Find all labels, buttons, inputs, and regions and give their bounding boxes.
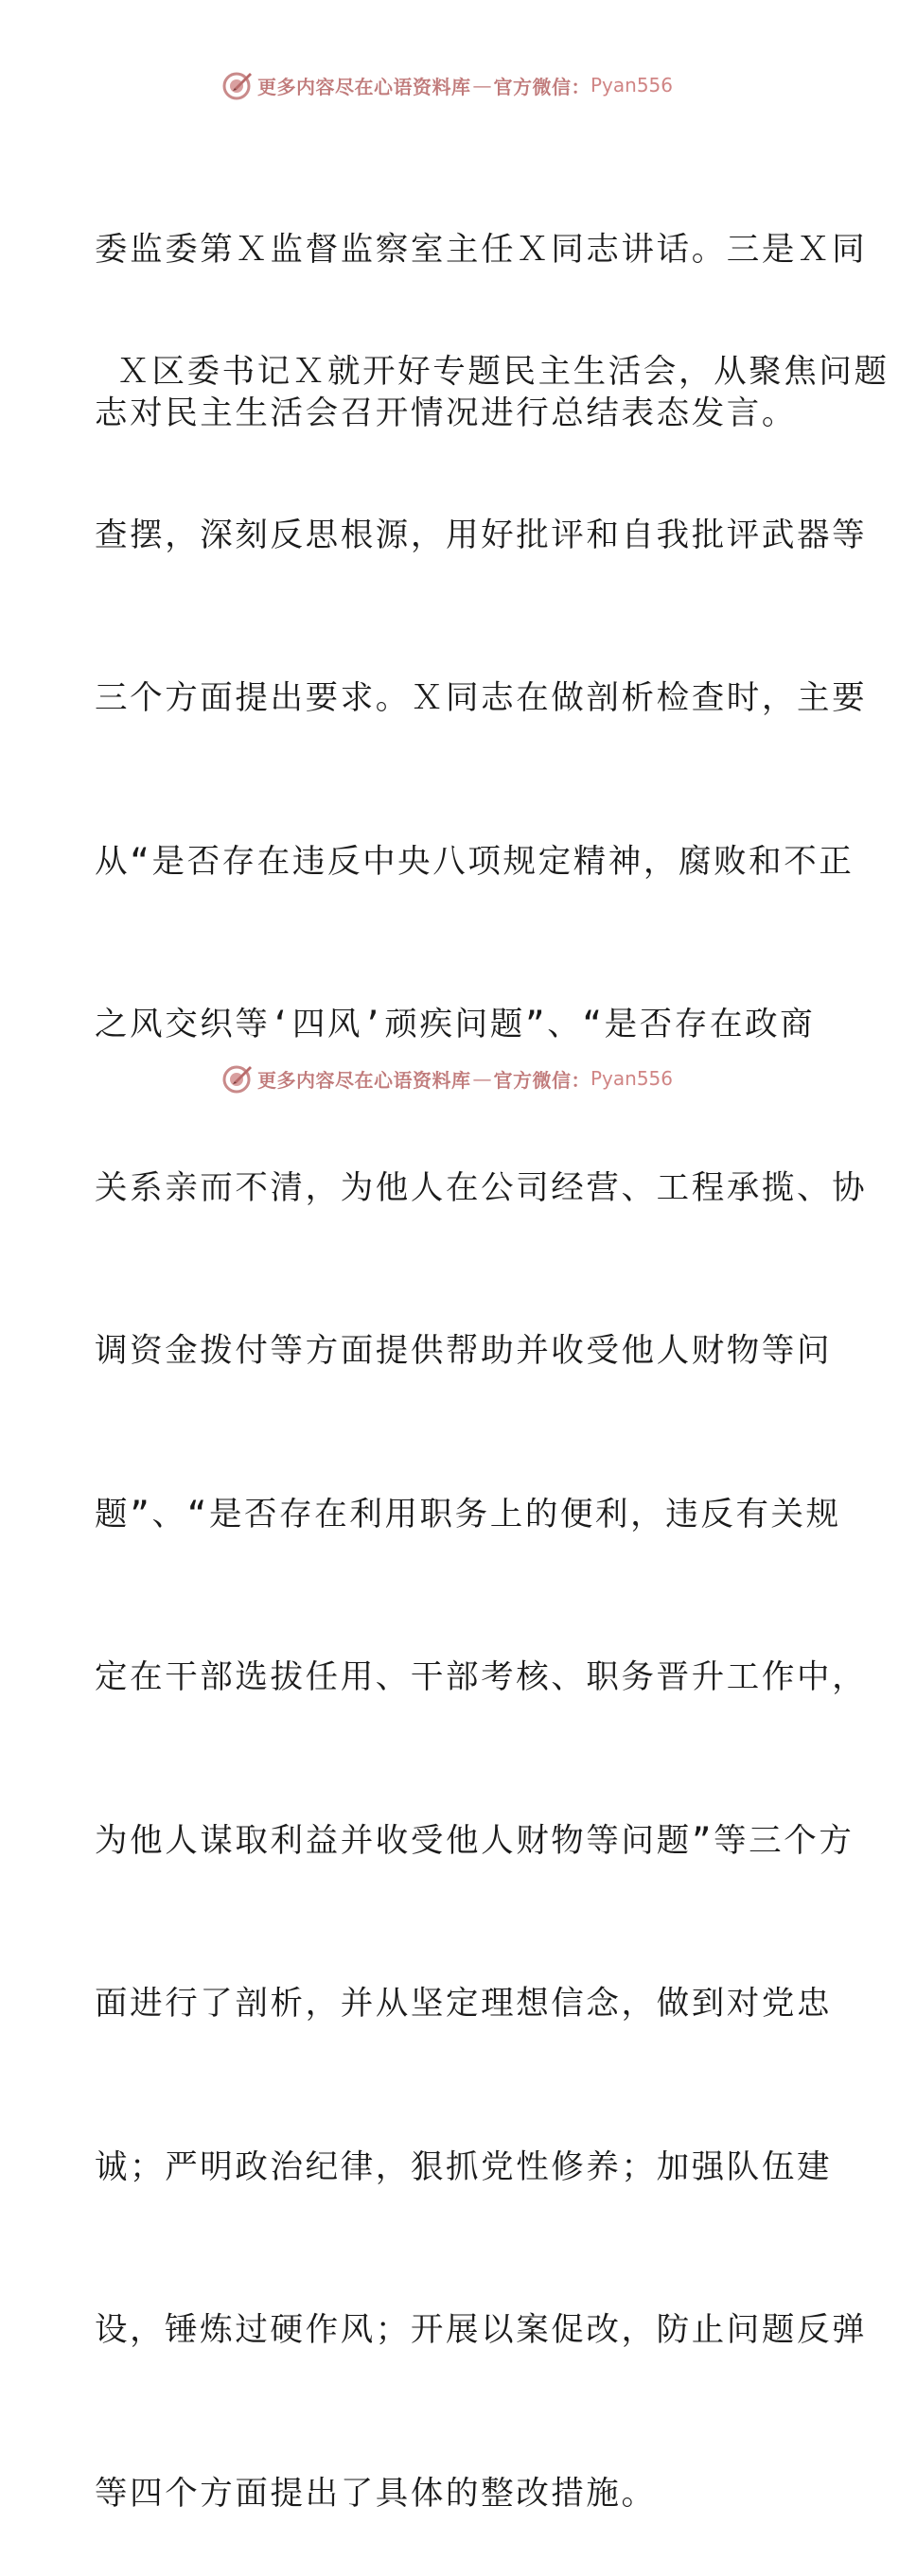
footer-separator: — [472, 1067, 492, 1090]
header-separator: — [472, 74, 492, 96]
text-line: 题”、“是否存在利用职务上的便利，违反有关规 [95, 1495, 841, 1533]
header-site-text: 更多内容尽在心语资料库 [257, 75, 471, 98]
text-line: 面进行了剖析，并从坚定理想信念，做到对党忠 [95, 1985, 833, 2023]
text-line: 调资金拨付等方面提供帮助并收受他人财物等问 [95, 1332, 833, 1370]
text-line: 之风交织等‘四风’顽疾问题”、“是否存在政商 [95, 1006, 816, 1043]
text-line: Ｘ区委书记Ｘ就开好专题民主生活会，从聚焦问题 [95, 353, 890, 391]
text-line: 关系亲而不清，为他人在公司经营、工程承揽、协 [95, 1168, 868, 1207]
footer-contact-id: Pyan556 [591, 1067, 674, 1090]
text-line: 志对民主生活会召开情况进行总结表态发言。 [95, 394, 797, 432]
header-contact-id: Pyan556 [591, 74, 674, 96]
text-line: 诚；严明政治纪律，狠抓党性修养；加强队伍建 [95, 2147, 833, 2186]
footer-banner [221, 1060, 673, 1097]
text-line: 查摆，深刻反思根源，用好批评和自我批评武器等 [95, 516, 868, 554]
pen-logo-icon [221, 1062, 254, 1095]
text-line: 从“是否存在违反中央八项规定精神，腐败和不正 [95, 842, 855, 881]
text-line: 三个方面提出要求。Ｘ同志在做剖析检查时，主要 [95, 679, 868, 717]
text-line: 为他人谋取利益并收受他人财物等问题”等三个方 [95, 1821, 855, 1860]
footer-site-text: 更多内容尽在心语资料库 [257, 1068, 471, 1092]
pen-logo-icon [221, 69, 254, 101]
text-line: 委监委第Ｘ监督监察室主任Ｘ同志讲话。三是Ｘ同 [95, 231, 868, 269]
footer-contact-text: 官方微信： [493, 1068, 591, 1092]
text-line: 等四个方面提出了具体的整改措施。 [95, 2474, 657, 2513]
header-contact-text: 官方微信： [493, 75, 591, 98]
text-line: 定在干部选拔任用、干部考核、职务晋升工作中， [95, 1658, 868, 1696]
paragraph-2 [95, 237, 890, 2576]
text-line: 设，锤炼过硬作风；开展以案促改，防止问题反弹 [95, 2311, 868, 2349]
header-banner [221, 66, 673, 104]
